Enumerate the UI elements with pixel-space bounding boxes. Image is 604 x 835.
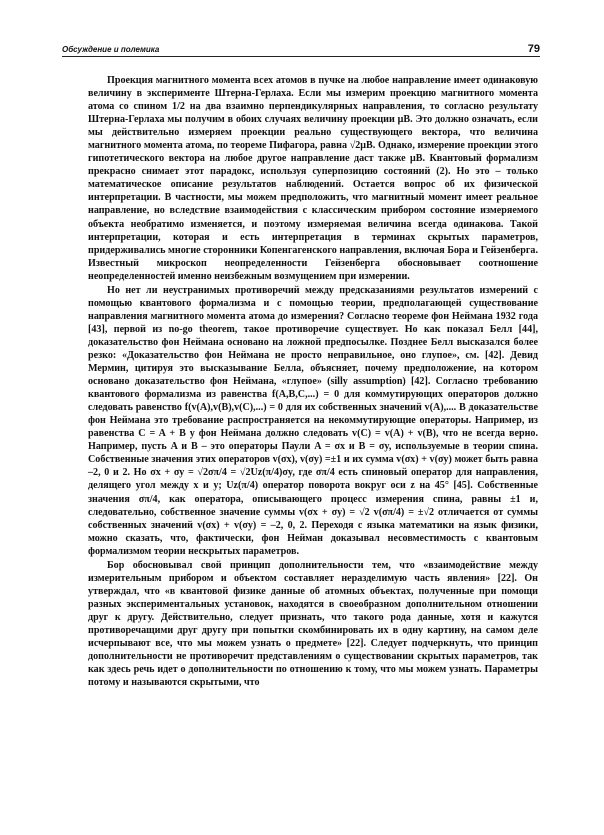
paragraph-von-neumann: Но нет ли неустранимых противоречий между предсказаниями результатов измерений с помощью квантового формализма и с помощью теории, предполагающей существование направления магнитного момента атома до измерения? Согласно теореме фон Неймана 1932 года [43], первой из no-go theorem, такое противоречие существует. Но как показал Белл [44], доказательство фон Неймана основано на ложной предпосылке. Позднее Белл высказался более резко: «Доказательство фон Неймана не просто неправильное, оно глупое», см. [42]. Девид Мермин, цитируя это высказывание Белла, объясняет, почему предположение, на котором основано доказательство фон Неймана, «глупое» (silly assumption) [42]. Согласно требованию квантового формализма из равенства f(A,B,C,...) = 0 для коммутирующих операторов должно следовать равенство f(v(A),v(B),v(C),...) = 0 для их собственных значений v(A),.... В доказательстве фон Неймана это требование распространяется на некоммутирующие операторы. Например, из равенства C = A + B у фон Неймана должно следовать v(C) = v(A) + v(B), что не всегда верно. Например, пусть A и B – это операторы Паули A = σx и B = σy, используемые в теории спина. Собственные значения этих операторов v(σx), v(σy) =±1 и их сумма v(σx) + v(σy) может быть равна –2, 0 и 2. Но σx + σy = √2σπ/4 = √2Uz(π/4)σy, где σπ/4 есть спиновый оператор для направления, делящего угол между x и y; Uz(π/4) оператор поворота вокруг оси z на 45° [45]. Собственные значения σπ/4, как оператора, описывающего процесс измерения спина, равны ±1 и, следовательно, собственное значение суммы v(σx + σy) = √2 v(σπ/4) = ±√2 отличается от суммы собственных значений v(σx) + v(σy) = –2, 0, 2. Переходя с языка математики на язык физики, можно сказать, что, фактически, фон Нейман доказывал несовместимость с квантовым формализмом теории нескрытых параметров.: [88, 284, 538, 557]
section-title: Обсуждение и полемика: [62, 45, 160, 54]
running-header: [62, 40, 540, 57]
paragraph-bohr: Бор обосновывал свой принцип дополнительности тем, что «взаимодействие между измерительным прибором и объектом составляет неразделимую часть явления» [22]. Он утверждал, что «в квантовой физике данные об атомных объектах, полученные при помощи разных экспериментальных установок, находятся в своеобразном дополнительном отношении друг к другу. Действительно, следует признать, что такого рода данные, хотя и кажутся противоречащими друг другу при попытки скомбинировать их в одну картину, на самом деле исчерпывают все, что мы можем узнать о предмете» [22]. Следует подчеркнуть, что принцип дополнительности не противоречит представлениям о существовании скрытых параметров, так как здесь речь идет о дополнительности по отношению к тому, что мы можем узнать. Параметры потому и называются скрытыми, что: [88, 559, 538, 689]
paragraph-stern-gerlach: Проекция магнитного момента всех атомов в пучке на любое направление имеет одинаковую величину в эксперименте Штерна-Герлаха. Если мы измерим проекцию магнитного момента атома со спином 1/2 на два взаимно перпендикулярных направления, то согласно результату Штерна-Герлаха мы получим в обоих случаях величину проекции μB. Это должно означать, если мы действительно измеряем проекции реально существующего вектора, что величина магнитного момента атома, по теореме Пифагора, равна √2μB. Однако, измерение проекции этого гипотетического вектора на любое другое направление даст также μB. Квантовый формализм прекрасно снимает этот парадокс, используя суперпозицию состояний (2). Но это – только математическое описание результатов наблюдений. Остается вопрос об их физической интерпретации. В частности, мы можем предположить, что магнитный момент имеет реальное направление, но вследствие взаимодействия с классическим прибором состояние измеряемого объекта необратимо изменяется, и поэтому измеряемая величина всегда одинакова. Такой интерпретации, которая и есть интерпретация в терминах скрытых параметров, придерживались многие сторонники Копенгагенского направления, включая Бора и Гейзенберга. Известный микроскоп неопределенности Гейзенберга обосновывает соотношение неопределенностей именно неизбежным возмущением при измерении.: [88, 75, 538, 282]
page-number: 79: [527, 43, 540, 55]
body-text: [88, 74, 538, 689]
